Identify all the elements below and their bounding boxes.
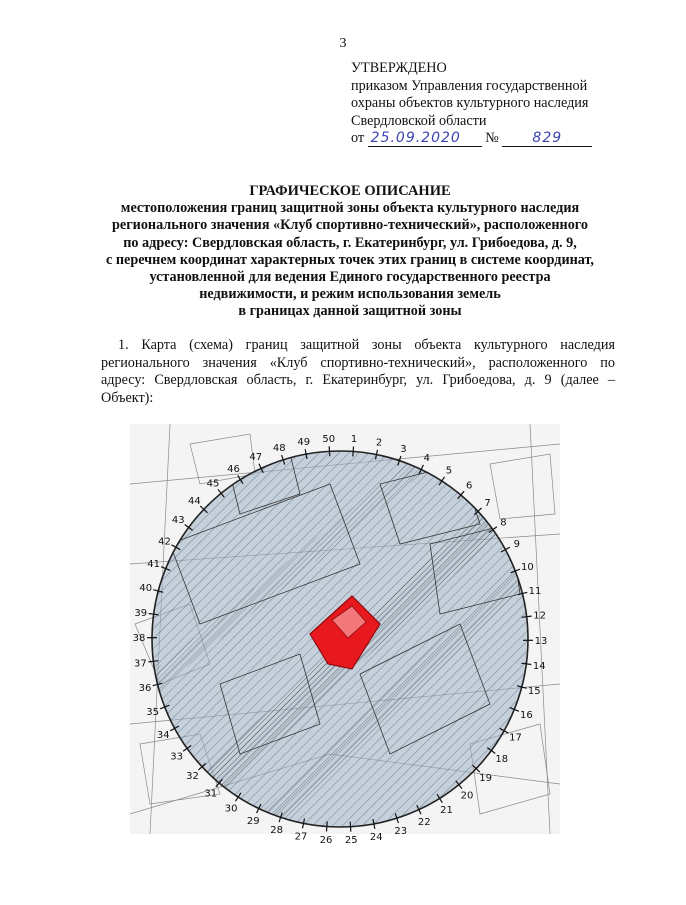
boundary-point-label: 40 (139, 583, 153, 595)
number-sign: № (485, 130, 499, 146)
boundary-point-label: 42 (158, 536, 171, 548)
boundary-point-label: 27 (294, 831, 308, 843)
approval-line-3: Свердловской области (351, 112, 487, 129)
boundary-point-label: 25 (344, 835, 358, 847)
approval-line-1: приказом Управления государственной (351, 77, 588, 94)
boundary-tick-1 (353, 447, 354, 457)
boundary-point-label: 31 (204, 788, 218, 800)
boundary-point-label: 14 (532, 661, 546, 673)
boundary-point-label: 5 (445, 465, 453, 477)
boundary-point-label: 1 (350, 434, 358, 445)
approval-block (351, 60, 641, 148)
boundary-point-label: 4 (423, 453, 430, 465)
boundary-point-label: 43 (171, 515, 185, 527)
boundary-point-label: 22 (417, 817, 431, 828)
boundary-point-label: 2 (375, 437, 383, 449)
approval-line-2: охраны объектов культурного наследия (351, 95, 589, 111)
boundary-tick-25 (350, 822, 351, 832)
boundary-point-label: 44 (188, 495, 201, 507)
document-title (60, 183, 640, 321)
boundary-point-label: 19 (479, 773, 492, 785)
boundary-point-label: 48 (272, 442, 286, 454)
boundary-tick-26 (327, 822, 328, 832)
boundary-point-label: 7 (484, 497, 491, 509)
boundary-point-label: 45 (206, 478, 220, 490)
boundary-point-label: 18 (495, 753, 509, 765)
boundary-point-label: 47 (249, 452, 263, 463)
boundary-point-label: 8 (500, 517, 507, 529)
title-line-5: с перечнем координат характерных точек этих границ в системе координат, (106, 251, 594, 268)
boundary-point-label: 20 (460, 790, 474, 802)
title-line-2: местоположения границ защитной зоны объекта культурного наследия (120, 200, 580, 217)
boundary-point-label: 28 (270, 825, 283, 837)
boundary-point-label: 15 (527, 685, 541, 697)
boundary-point-label: 23 (394, 826, 408, 838)
boundary-point-label: 35 (146, 707, 159, 719)
boundary-point-label: 41 (147, 559, 160, 571)
boundary-point-label: 13 (534, 635, 548, 647)
boundary-point-label: 37 (134, 658, 147, 670)
boundary-point-label: 33 (170, 751, 183, 763)
boundary-point-label: 11 (528, 585, 542, 597)
boundary-point-label: 50 (322, 433, 336, 445)
title-line-3: регионального значения «Клуб спортивно-технический», расположенного (112, 217, 588, 234)
boundary-point-label: 10 (521, 561, 534, 573)
boundary-point-label: 6 (466, 480, 473, 492)
map-description: 1. Карта (схема) границ защитной зоны объекта культурного наследия регионального значения «Клуб спортивно-технический», расположенного по адресу: Свердловская область, г. Екатеринбург, ул. Грибоедова, д. 9 (далее – Объект): (101, 337, 615, 406)
approval-date-line (351, 130, 641, 148)
boundary-point-label: 39 (134, 607, 148, 619)
boundary-point-label: 16 (520, 709, 533, 721)
boundary-point-label: 9 (513, 538, 520, 550)
boundary-point-label: 49 (297, 436, 311, 448)
boundary-point-label: 21 (440, 805, 453, 816)
title-line-4: по адресу: Свердловская область, г. Екатеринбург, ул. Грибоедова, д. 9, (123, 234, 577, 251)
boundary-point-label: 26 (319, 835, 333, 846)
boundary-point-label: 17 (509, 732, 522, 744)
handwritten-number: 829 (502, 130, 592, 147)
date-prefix: от (351, 130, 365, 146)
zone-map (130, 424, 560, 847)
boundary-point-label: 34 (156, 730, 170, 742)
handwritten-date: 25.09.2020 (368, 130, 482, 147)
boundary-point-label: 32 (186, 771, 199, 783)
title-line-6: установленной для ведения Единого государственного реестра (149, 269, 551, 286)
boundary-point-label: 36 (138, 683, 152, 695)
boundary-point-label: 3 (400, 443, 407, 455)
boundary-point-label: 24 (369, 832, 383, 844)
page-number: 3 (339, 36, 347, 51)
approval-heading: УТВЕРЖДЕНО (351, 60, 447, 76)
title-line-1: ГРАФИЧЕСКОЕ ОПИСАНИЕ (249, 183, 451, 199)
title-line-7: недвижимости, и режим использования земель (199, 286, 501, 303)
boundary-point-label: 38 (132, 633, 146, 645)
boundary-tick-50 (329, 446, 330, 456)
boundary-point-label: 29 (246, 815, 260, 827)
title-line-8: в границах данной защитной зоны (238, 303, 462, 320)
boundary-point-label: 46 (227, 464, 240, 475)
boundary-point-label: 30 (224, 803, 238, 815)
map-svg (130, 424, 560, 847)
boundary-point-label: 12 (533, 610, 546, 622)
